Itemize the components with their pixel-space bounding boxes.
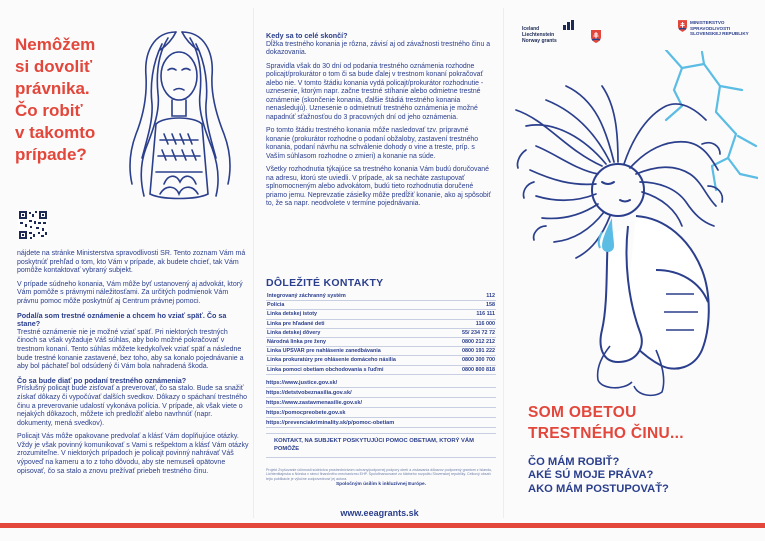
paragraph: Policajt Vás môže opakovane predvolať a klásť Vám doplňujúce otázky. Vždy je však povinný komunikovať s Vami s rešpektom a klásť Vám otázky zrozumiteľne. V niektorých prípadoch je policajt povinný nahrávať Váš výpoveď na kameru a to z toho dôvodu, aby ste nemuseli opätovne opisovať, čo sa stalo a znovu prežívať priebeh trestného činu. [17, 433, 249, 475]
title-line: v takomto [15, 123, 96, 142]
contact-number[interactable]: 55/ 234 72 72 [447, 328, 496, 337]
contact-name: Národná linka pre ženy [266, 337, 447, 346]
paragraph: V prípade súdneho konania, Vám môže byť ustanovený aj advokát, ktorý Vám pomôže s právnymi náležitosťami. Za určitých podmienok Vám právnu pomoc môže poskytnúť aj Centrum právnej pomoci. [17, 280, 243, 305]
donor-line: Norway grants [522, 38, 557, 44]
slovak-coat-of-arms-icon [678, 20, 687, 32]
qr-code[interactable] [18, 210, 48, 240]
panel-left [8, 10, 253, 515]
donor-line: Iceland [522, 26, 540, 32]
panel1-title [15, 34, 125, 166]
worried-woman-illustration [116, 24, 244, 224]
slogan: Spoločným úsilím k inkluzívnej Európe. [335, 482, 427, 488]
grants-mark-icon [562, 20, 576, 30]
table-row [266, 337, 496, 346]
headline [528, 402, 758, 444]
ministry-line: MINISTERSTVO [690, 20, 725, 25]
question-line: AKO MÁM POSTUPOVAŤ? [528, 482, 669, 495]
question-line: AKÉ SÚ MOJE PRÁVA? [528, 469, 654, 482]
donor-line: Liechtenstein [522, 32, 555, 38]
table-row [266, 356, 496, 365]
fold-line [503, 8, 504, 518]
table-row [266, 292, 496, 301]
eeagrants-link[interactable]: www.eeagrants.sk [340, 508, 419, 518]
paragraph: Všetky rozhodnutia týkajúce sa trestného konania Vám budú doručované na adresu, ktorú ste uviedli. V prípade, ak sa necháte zastupovať splnomocneným alebo advokátom, budú tieto rozhodnutia doručené priamo jemu. Neprevzatie zásielky môže predĺžiť konanie, ako aj spôsobiť to, že sa napr. neodvolete v termíne pojednávania. [266, 166, 492, 207]
funding-text: Projekt Zvyšovanie účinnosti súdnictva prostredníctvom ochrany/podpornej podpory obetí a získavania dôkazov podporený grantom z Islandu, Lichtenštajnska a Nórska v rámci finančného mechanizmu EHP. Spolufinancované zo štátneho rozpočtu Slovenskej republiky. Celkový obsah tejto publikácie je výlučne zodpovednosť jej autora. [266, 468, 493, 481]
headline-line: SOM OBETOU [528, 404, 637, 421]
contact-number[interactable]: 0800 300 700 [447, 356, 496, 365]
title-line: prípade? [15, 145, 87, 164]
table-row [266, 347, 496, 356]
table-row [266, 365, 496, 374]
support-contact-box: KONTAKT, NA SUBJEKT POSKYTUJÚCI POMOC OBETIAM, KTORÝ VÁM POMÔŽE [266, 433, 496, 458]
contact-name: Linka UPSVAR pre nahlásenie zanedbávania [266, 347, 447, 356]
contact-name: Polícia [266, 301, 447, 310]
question-line: ČO MÁM ROBIŤ? [528, 456, 620, 468]
contact-number[interactable]: 158 [447, 301, 496, 310]
paragraph: nájdete na stránke Ministerstva spravodlivosti SR. Tento zoznam Vám má poskytnúť prehľad o tom, kto Vám v prípade, ak budete chcieť, tak Vám pomôže kontaktovať vybraný subjekt. [17, 250, 246, 275]
donor-logo [522, 18, 592, 42]
paragraph: Dĺžka trestného konania je rôzna, závisí aj od závažnosti trestného činu a dokazovania. [266, 40, 491, 56]
funding-note [266, 468, 496, 488]
table-row [266, 328, 496, 337]
contact-number[interactable]: 116 000 [447, 319, 496, 328]
panel-middle [258, 10, 501, 518]
section-heading: Kedy sa to celé skončí? [266, 31, 348, 40]
paragraph: Spravidla však do 30 dní od podania trestného oznámenia rozhodne policajt/prokurátor o tom či sa bude ďalej v trestnom konaní pokračovať alebo nie. V tomto štádiu konania vydá policajt/prokurátor rozhodnutie - uznesenie, ktorým napr. začne trestné stíhanie alebo odmietne trestné oznámenie (skončenie konania, ďalšie štádiá trestného konania nenasledujú). Uznesenie o odmietnutí trestného oznámenia je možné napadnúť sťažnosťou do 3 pracovných dní od jeho oznámenia. [266, 62, 484, 121]
slovak-coat-of-arms-icon [591, 30, 601, 43]
title-line: Nemôžem [15, 35, 96, 54]
title-line: právnika. [15, 79, 90, 98]
link-prevenciakriminality[interactable]: https://prevenciakriminality.sk/p/pomoc-obetiam [266, 418, 496, 428]
table-row [266, 301, 496, 310]
donor-text [522, 26, 557, 44]
panel1-body [17, 250, 249, 481]
contact-name: Linka prokuratúry pre ohlásenie domáceho násilia [266, 356, 447, 365]
crying-woman-illustration [506, 50, 758, 410]
section-heading: Čo sa bude diať po podaní trestného oznámenia? [17, 375, 187, 385]
panel2-body [266, 32, 494, 214]
contacts-title: DÔLEŽITÉ KONTAKTY [266, 277, 384, 289]
ministry-text [690, 20, 749, 37]
table-row [266, 319, 496, 328]
panel-right [506, 10, 758, 515]
title-line: Čo robiť [15, 101, 83, 120]
contact-number[interactable]: 116 111 [447, 310, 496, 319]
fold-line [253, 8, 254, 518]
contact-number[interactable]: 0800 800 818 [447, 365, 496, 374]
paragraph: Po tomto štádiu trestného konania môže nasledovať tzv. prípravné konanie (prokurátor rozhodne o podaní obžaloby, zastavení trestného konania, podaní návrhu na schválenie dohody o vine a treste, príp. s Vaším súhlasom rozhodne o zmieri) a konanie na súde. [266, 127, 479, 160]
table-row [266, 310, 496, 319]
contact-name: Linka detskej dôvery [266, 328, 447, 337]
contact-name: Linka detskej istoty [266, 310, 447, 319]
contact-name: Integrovaný záchranný systém [266, 292, 447, 301]
bottom-accent-stripe [0, 523, 765, 528]
link-zastavmenasilie[interactable]: https://www.zastavmenasilie.gov.sk/ [266, 398, 496, 408]
contact-number[interactable]: 112 [447, 292, 496, 301]
paragraph: Príslušný policajt bude zisťovať a preverovať, čo sa stalo. Bude sa snažiť získať dôkazy či vypočúvať dalších svedkov. Dôkazy o spáchaní trestného činu a preverovanie udalostí vykonáva polícia. V prípade, ak však viete o nejakých dôkazoch, môžete ich predložiť alebo navrhnúť (napr. dokumenty, mená svedkov). [17, 385, 248, 427]
contact-name: Linka pomoci obetiam obchodovania s ľuďmi [266, 365, 447, 374]
title-line: si dovoliť [15, 57, 93, 76]
questions [528, 456, 758, 496]
paragraph: Trestné oznámenie nie je možné vziať späť. Pri niektorých trestných činoch sa však vyžaduje Váš súhlas, aby bolo možné pokračovať v trestnom konaní. Tento súhlas môžete kedykoľvek vziať späť a následne bude trestné konanie zastavené, bez toho, aby sa konalo pojednávanie a aby bol páchateľ bol odsúdený či Vám bola nahradená škoda. [17, 328, 244, 371]
headline-line: TRESTNÉHO ČINU... [528, 425, 684, 442]
section-heading: Podal/a som trestné oznámenie a chcem ho vziať späť. Čo sa stane? [17, 310, 227, 329]
link-justice[interactable]: https://www.justice.gov.sk/ [266, 378, 496, 388]
contacts-table [266, 292, 496, 375]
link-detstvo[interactable]: https://detstvobeznasilia.gov.sk/ [266, 388, 496, 398]
contact-number[interactable]: 0800 212 212 [447, 337, 496, 346]
links-list [266, 378, 496, 428]
link-pomocpreobete[interactable]: https://pomocpreobete.gov.sk [266, 408, 496, 418]
contact-name: Linka pre hľadané deti [266, 319, 447, 328]
contact-number[interactable]: 0800 191 222 [447, 347, 496, 356]
ministry-line: SPRAVODLIVOSTI [690, 25, 731, 31]
ministry-line: SLOVENSKEJ REPUBLIKY [690, 31, 749, 37]
